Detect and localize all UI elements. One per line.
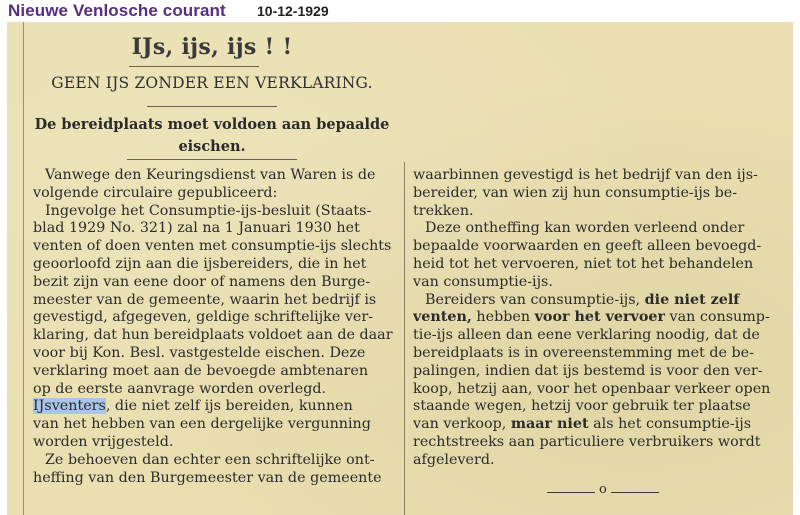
text-line: tie-ijs alleen dan eene verklaring noodig, dat de	[413, 327, 760, 344]
text-run: van verkoop,	[413, 416, 511, 433]
publication-date: 10-12-1929	[257, 3, 329, 19]
text-line: bepaalde voorwaarden en geeft alleen bevoegd-	[413, 238, 762, 255]
bold-run: die niet zelf	[644, 291, 740, 308]
text-line: waarbinnen gevestigd is het bedrijf van den ijs-	[413, 167, 758, 183]
bold-run: voor het vervoer	[534, 309, 665, 326]
text-line: afgeleverd.	[413, 451, 495, 468]
text-line: meester van de gemeente, waarin het bedrijf is	[33, 291, 377, 308]
column-divider	[404, 162, 405, 515]
text-line: trekken.	[413, 202, 474, 219]
end-of-article-mark	[547, 482, 697, 498]
text-line: klaring, dat hun bereidplaats voldoet aan de daar	[33, 327, 393, 344]
bold-run: venten,	[413, 309, 472, 326]
text-line	[413, 292, 788, 310]
text-line: Ze behoeven dan echter een schriftelijke ont-	[45, 451, 375, 468]
text-line	[33, 398, 403, 416]
text-line: Deze ontheffing kan worden verleend onder	[425, 220, 745, 237]
text-line: verklaring moet aan de bevoegde ambtenaren	[33, 362, 369, 379]
text-line: bereidplaats is in overeenstemming met de be-	[413, 344, 754, 361]
text-line: Ingevolge het Consumptie-ijs-besluit (Staats-	[45, 202, 372, 219]
text-line: gevestigd, afgegeven, geldige schriftelijke ver-	[33, 309, 374, 326]
publication-name: Nieuwe Venlosche courant	[8, 1, 226, 20]
text-line: voor bij Kon. Besl. vastgestelde eischen. Deze	[33, 344, 366, 361]
text-line: koop, hetzij aan, voor het openbaar verkeer open	[413, 380, 771, 397]
text-run: hebben	[471, 309, 535, 326]
text-line	[413, 416, 788, 434]
text-run: van consump-	[664, 309, 770, 326]
text-line: van consumptie-ijs.	[413, 273, 553, 290]
end-mark-line	[611, 492, 659, 493]
text-line: worden vrijgesteld.	[33, 433, 174, 450]
deck-line: De bereidplaats moet voldoen aan bepaalde	[34, 116, 390, 133]
highlighted-term: IJsventers	[33, 398, 106, 415]
end-mark-line	[547, 492, 595, 493]
text-line	[413, 309, 788, 327]
article-subhead: GEEN IJS ZONDER EEN VERKLARING.	[51, 74, 373, 92]
article-column-right	[413, 167, 788, 470]
article-deck	[27, 114, 397, 158]
text-line: volgende circulaire gepubliceerd:	[33, 184, 278, 201]
text-run: Bereiders van consumptie-ijs,	[425, 291, 645, 308]
article-column-left	[33, 167, 403, 487]
text-run: als het consumptie-ijs	[588, 416, 752, 433]
text-line: heffing van den Burgemeester van de gemeente	[33, 469, 382, 486]
text-run: , die niet zelf ijs bereiden, kunnen	[105, 398, 353, 415]
text-line: heid tot het vervoeren, niet tot het behandelen	[413, 255, 754, 272]
bold-run: maar niet	[510, 416, 589, 433]
newspaper-clipping	[7, 22, 793, 515]
text-line: van het hebben van een dergelijke vergunning	[33, 416, 371, 433]
article-headline: IJs, ijs, ijs ! !	[131, 34, 293, 60]
text-line: bezit zijn van eene door of namens den Burge-	[33, 273, 371, 290]
deck-rule	[127, 159, 297, 160]
text-line: bereider, van wien zij hun consumptie-ijs be-	[413, 184, 738, 201]
clipping-header	[0, 0, 800, 22]
text-line: blad 1929 No. 321) zal na 1 Januari 1930 het	[33, 220, 360, 237]
text-line: palingen, indien dat ijs bestemd is voor den ver-	[413, 362, 763, 379]
text-line: op de eerste aanvrage worden overlegd.	[33, 380, 327, 397]
column-border-left	[23, 22, 24, 515]
subhead-rule	[147, 106, 277, 107]
text-line: Vanwege den Keuringsdienst van Waren is de	[45, 167, 376, 183]
headline-rule	[129, 66, 259, 67]
deck-line: eischen.	[178, 138, 246, 155]
text-line: venten of doen venten met consumptie-ijs slechts	[33, 238, 392, 255]
text-line: rechtstreeks aan particuliere verbruikers wordt	[413, 433, 761, 450]
text-line: staande wegen, hetzij voor gebruik ter plaatse	[413, 398, 751, 415]
text-line: geoorloofd zijn aan die ijsbereiders, die in het	[33, 255, 367, 272]
end-mark-glyph: o	[599, 482, 607, 497]
